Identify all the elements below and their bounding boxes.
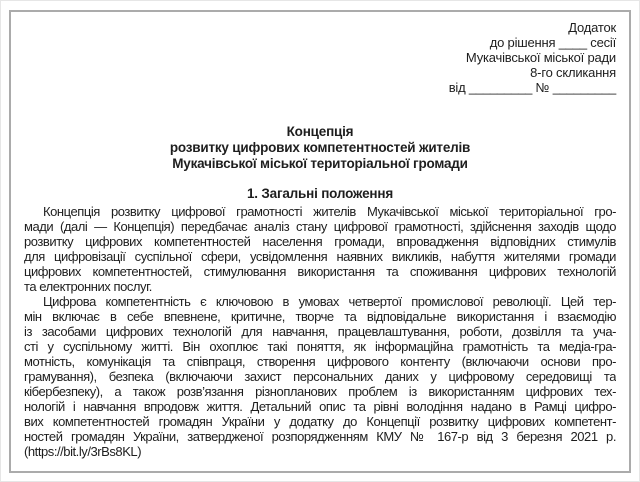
paragraph-line: ностей громадян України, затвердженої розпорядженням КМУ № 167-р від 3 березня 2021 р. <box>24 429 616 444</box>
title-line-2: розвитку цифрових компетентностей жителів <box>169 140 471 155</box>
paragraph-line: мади (далі — Концепція) передбачає аналіз стану цифрової грамотності, здійснення заходів щодо <box>24 219 616 234</box>
document-title <box>24 124 616 172</box>
header-line-appendix: Додаток <box>568 20 616 35</box>
header-line-convocation: 8-го скликання <box>530 65 616 80</box>
header-line-date-number: від _________ № _________ <box>448 80 616 95</box>
page-border-frame <box>9 10 631 473</box>
title-line-1: Концепція <box>286 124 354 139</box>
paragraph-line: цифрових компетентностей, стимулювання використання та споживання цифрових технологій <box>24 264 616 279</box>
paragraph-line: нологій і навчання впродовж життя. Детальний опис та рівні володіння надано в Рамці цифро- <box>24 399 616 414</box>
paragraph-line: Концепція розвитку цифрової грамотності жителів Мукачівської міської територіальної гро- <box>43 204 616 219</box>
paragraph-line: вих компетентностей громадян України у додатку до Концепції розвитку цифрових компетент- <box>24 414 616 429</box>
paragraph-line-url: (https://bit.ly/3rBs8KL) <box>24 444 142 459</box>
paragraph-digital-competence <box>24 294 616 459</box>
title-line-3: Мукачівської міської територіальної громади <box>172 156 468 171</box>
document-header-block <box>24 20 616 95</box>
header-line-council: Мукачівської міської ради <box>465 50 616 65</box>
paragraph-line: для цифровізації суспільної сфери, усвідомлення наявних викликів, набуття жителями громади <box>24 249 616 264</box>
paragraph-line: та електронних послуг. <box>24 279 152 294</box>
paragraph-line: мін включає в себе впевнене, критичне, творче та відповідальне використання і взаємодію <box>24 309 616 324</box>
paragraph-line: Цифрова компетентність є ключовою в умовах четвертої промислової революції. Цей тер- <box>43 294 616 309</box>
paragraph-line: грамування), безпека (включаючи захист персональних даних у цифровому середовищі та <box>24 369 616 384</box>
paragraph-line: розвитку цифрових компетентностей населення громади, впровадження відповідних стимулів <box>24 234 616 249</box>
paragraph-line: кібербезпеку), а також розв’язання різнопланових проблем із використанням цифрових тех- <box>24 384 616 399</box>
paragraph-general-provisions <box>24 204 616 294</box>
section-heading: 1. Загальні положення <box>246 186 394 201</box>
paragraph-line: із засобами цифрових технологій для навчання, працевлаштування, роботи, дозвілля та уча- <box>24 324 616 339</box>
paragraph-line: мотність, комунікація та співпраця, створення цифрового контенту (включаючи основи про- <box>24 354 616 369</box>
header-line-decision: до рішення ____ сесії <box>489 35 616 50</box>
paragraph-line: сті у суспільному житті. Він охоплює такі поняття, як інформаційна грамотність та медіа-гра- <box>24 339 616 354</box>
